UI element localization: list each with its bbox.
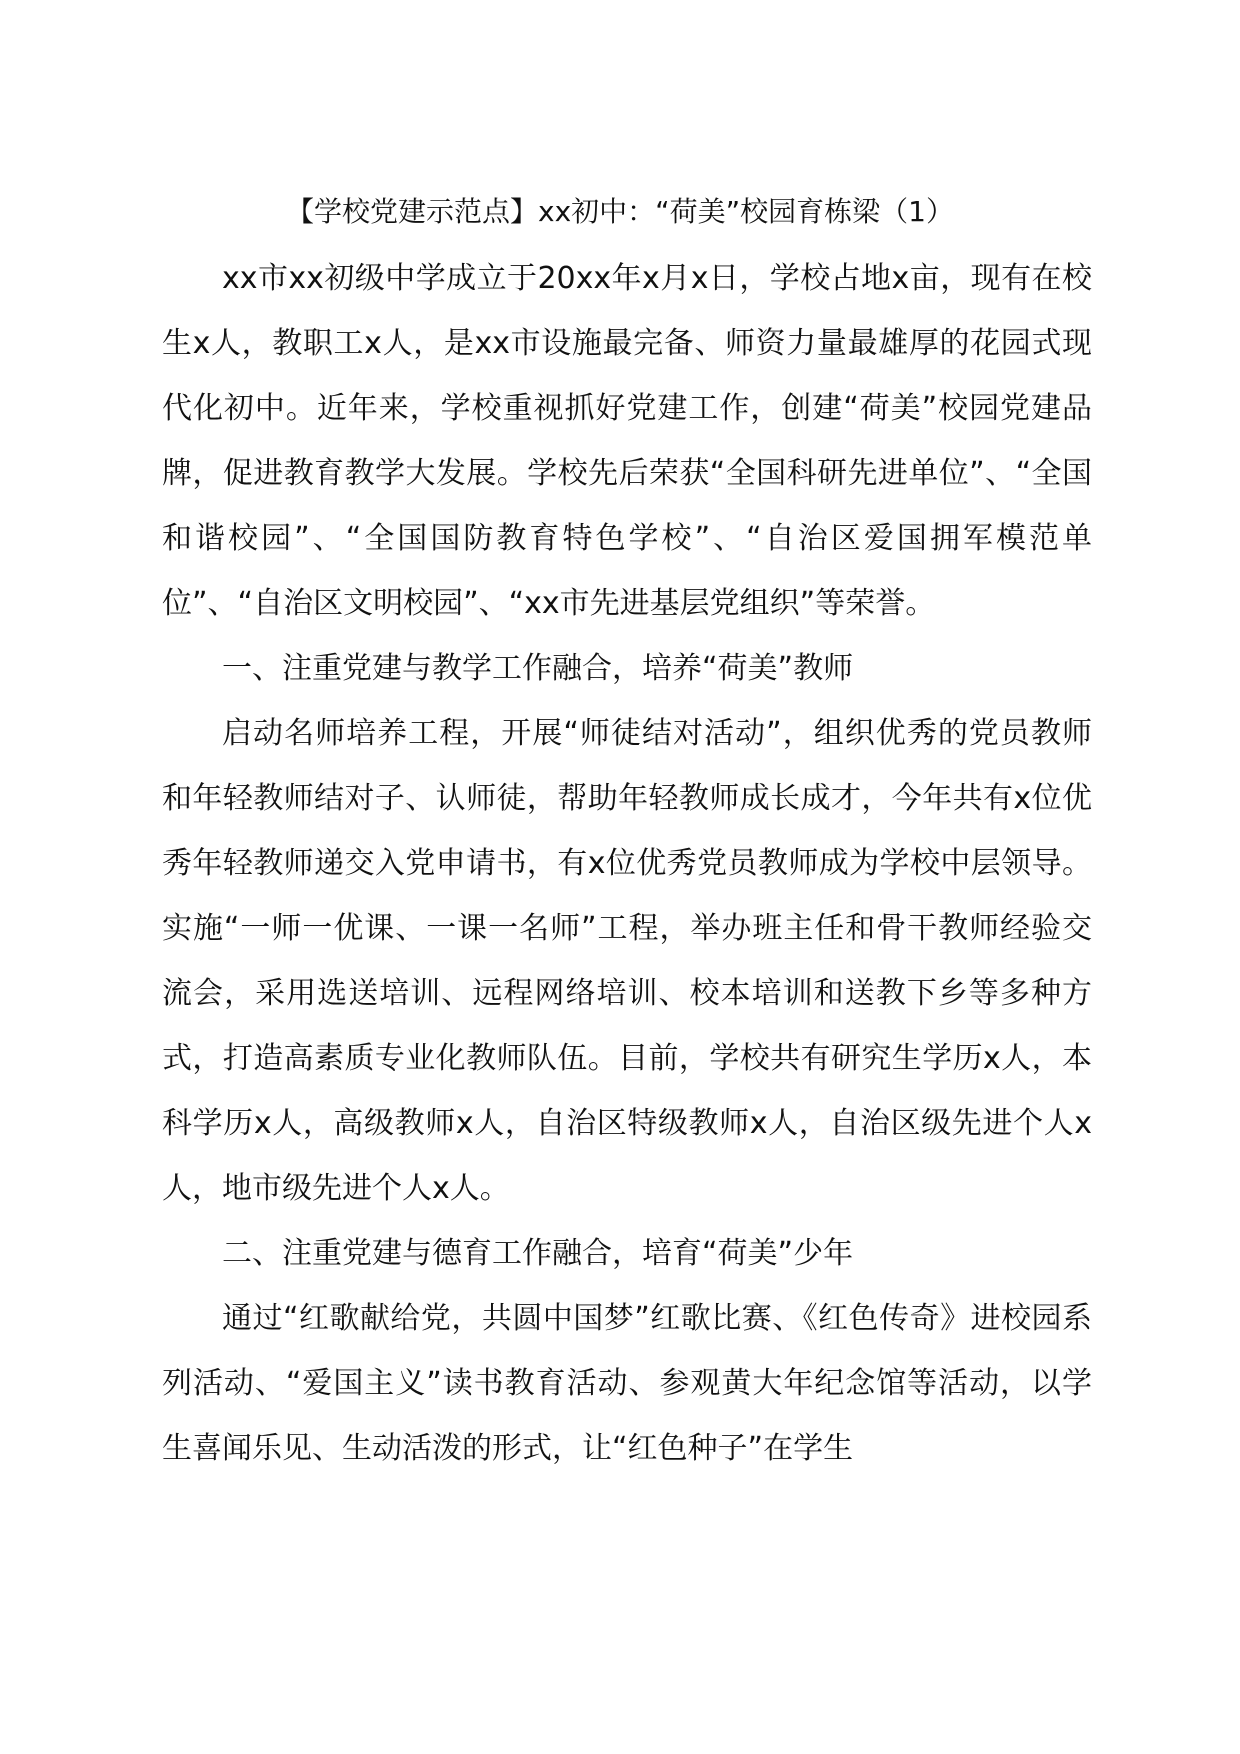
section-2-paragraph: 通过“红歌献给党，共圆中国梦”红歌比赛、《红色传奇》进校园系列活动、“爱国主义”读书教育活动、参观黄大年纪念馆等活动，以学生喜闻乐见、生动活泼的形式，让“红色种子”在学生 <box>162 1301 1092 1466</box>
section-1-paragraph: 启动名师培养工程，开展“师徒结对活动”，组织优秀的党员教师和年轻教师结对子、认师徒，帮助年轻教师成长成才，今年共有x位优秀年轻教师递交入党申请书，有x位优秀党员教师成为学校中层领导。实施“一师一优课、一课一名师”工程，举办班主任和骨干教师经验交流会，采用选送培训、远程网络培训、校本培训和送教下乡等多种方式，打造高素质专业化教师队伍。目前，学校共有研究生学历x人，本科学历x人，高级教师x人，自治区特级教师x人，自治区级先进个人x人，地市级先进个人x人。 <box>162 716 1092 1206</box>
section-heading-2: 二、注重党建与德育工作融合，培育“荷美”少年 <box>222 1236 854 1271</box>
section-heading-1: 一、注重党建与教学工作融合，培养“荷美”教师 <box>222 651 854 686</box>
document-title: 【学校党建示范点】xx初中：“荷美”校园育栋梁（1） <box>286 195 954 228</box>
intro-paragraph: xx市xx初级中学成立于20xx年x月x日，学校占地x亩，现有在校生x人，教职工x人，是xx市设施最完备、师资力量最雄厚的花园式现代化初中。近年来，学校重视抓好党建工作，创建“荷美”校园党建品牌，促进教育教学大发展。学校先后荣获“全国科研先进单位”、“全国和谐校园”、“全国国防教育特色学校”、“自治区爱国拥军模范单位”、“自治区文明校园”、“xx市先进基层党组织”等荣誉。 <box>162 261 1092 621</box>
document-body <box>162 246 1092 1481</box>
